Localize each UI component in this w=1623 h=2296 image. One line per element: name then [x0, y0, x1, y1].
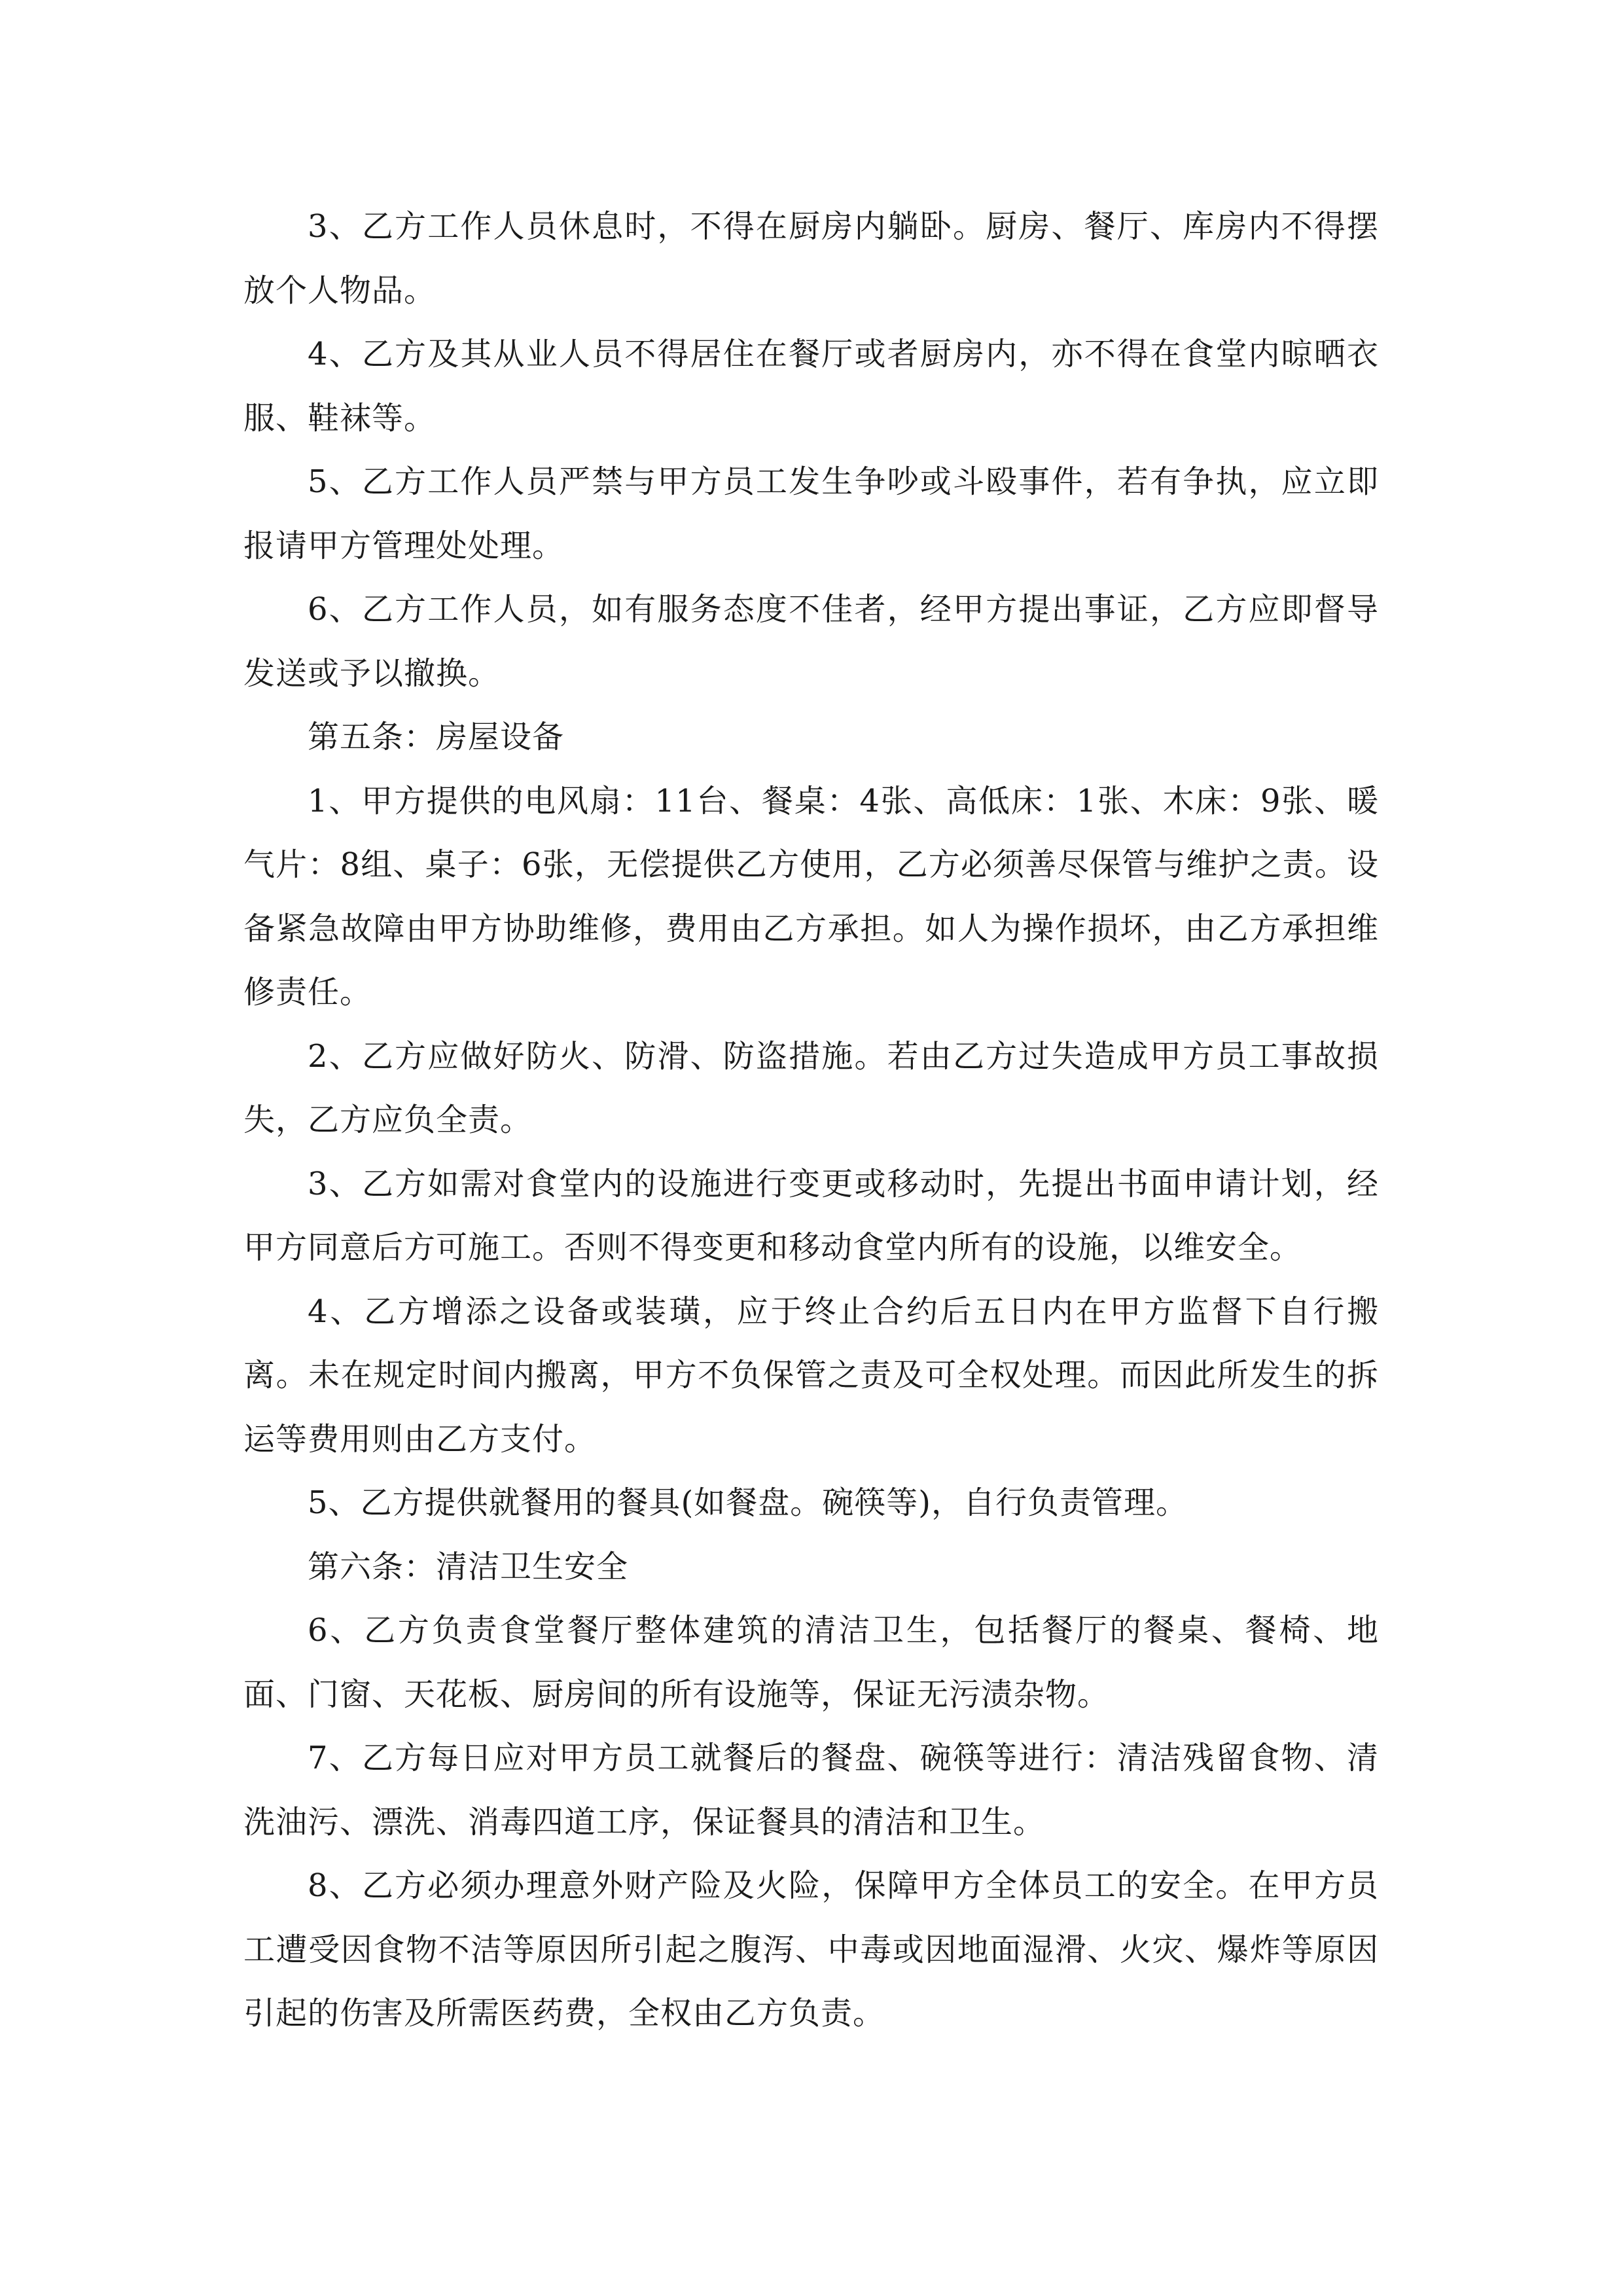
document-body: [243, 195, 1379, 2046]
paragraph-article4-item4: 4、乙方及其从业人员不得居住在餐厅或者厨房内，亦不得在食堂内晾晒衣服、鞋袜等。: [243, 336, 1379, 437]
heading-article5: 第五条：房屋设备: [308, 719, 565, 755]
paragraph-article6-item8: 8、乙方必须办理意外财产险及火险，保障甲方全体员工的安全。在甲方员工遭受因食物不洁等原因所引起之腹泻、中毒或因地面湿滑、火灾、爆炸等原因引起的伤害及所需医药费，全权由乙方负责。: [243, 1867, 1379, 2032]
heading-article6: 第六条：清洁卫生安全: [308, 1548, 629, 1585]
paragraph-article6-item6: 6、乙方负责食堂餐厅整体建筑的清洁卫生，包括餐厅的餐桌、餐椅、地面、门窗、天花板、厨房间的所有设施等，保证无污渍杂物。: [243, 1612, 1379, 1713]
paragraph-article5-item4: 4、乙方增添之设备或装璜，应于终止合约后五日内在甲方监督下自行搬离。未在规定时间内搬离，甲方不负保管之责及可全权处理。而因此所发生的拆运等费用则由乙方支付。: [243, 1293, 1379, 1458]
paragraph-article5-item1: 1、甲方提供的电风扇：11台、餐桌：4张、高低床：1张、木床：9张、暖气片：8组、桌子：6张，无偿提供乙方使用，乙方必须善尽保管与维护之责。设备紧急故障由甲方协助维修，费用由乙方承担。如人为操作损坏，由乙方承担维修责任。: [243, 782, 1379, 1011]
paragraph-article4-item3: 3、乙方工作人员休息时，不得在厨房内躺卧。厨房、餐厅、库房内不得摆放个人物品。: [243, 208, 1379, 309]
paragraph-article5-item5: 5、乙方提供就餐用的餐具(如餐盘。碗筷等)，自行负责管理。: [308, 1484, 1188, 1521]
paragraph-article4-item6: 6、乙方工作人员，如有服务态度不佳者，经甲方提出事证，乙方应即督导发送或予以撤换。: [243, 591, 1379, 692]
paragraph-article5-item2: 2、乙方应做好防火、防滑、防盗措施。若由乙方过失造成甲方员工事故损失，乙方应负全责。: [243, 1037, 1379, 1138]
paragraph-article5-item3: 3、乙方如需对食堂内的设施进行变更或移动时，先提出书面申请计划，经甲方同意后方可施工。否则不得变更和移动食堂内所有的设施，以维安全。: [243, 1165, 1379, 1266]
paragraph-article4-item5: 5、乙方工作人员严禁与甲方员工发生争吵或斗殴事件，若有争执，应立即报请甲方管理处处理。: [243, 463, 1379, 564]
paragraph-article6-item7: 7、乙方每日应对甲方员工就餐后的餐盘、碗筷等进行：清洁残留食物、清洗油污、漂洗、消毒四道工序，保证餐具的清洁和卫生。: [243, 1740, 1379, 1840]
